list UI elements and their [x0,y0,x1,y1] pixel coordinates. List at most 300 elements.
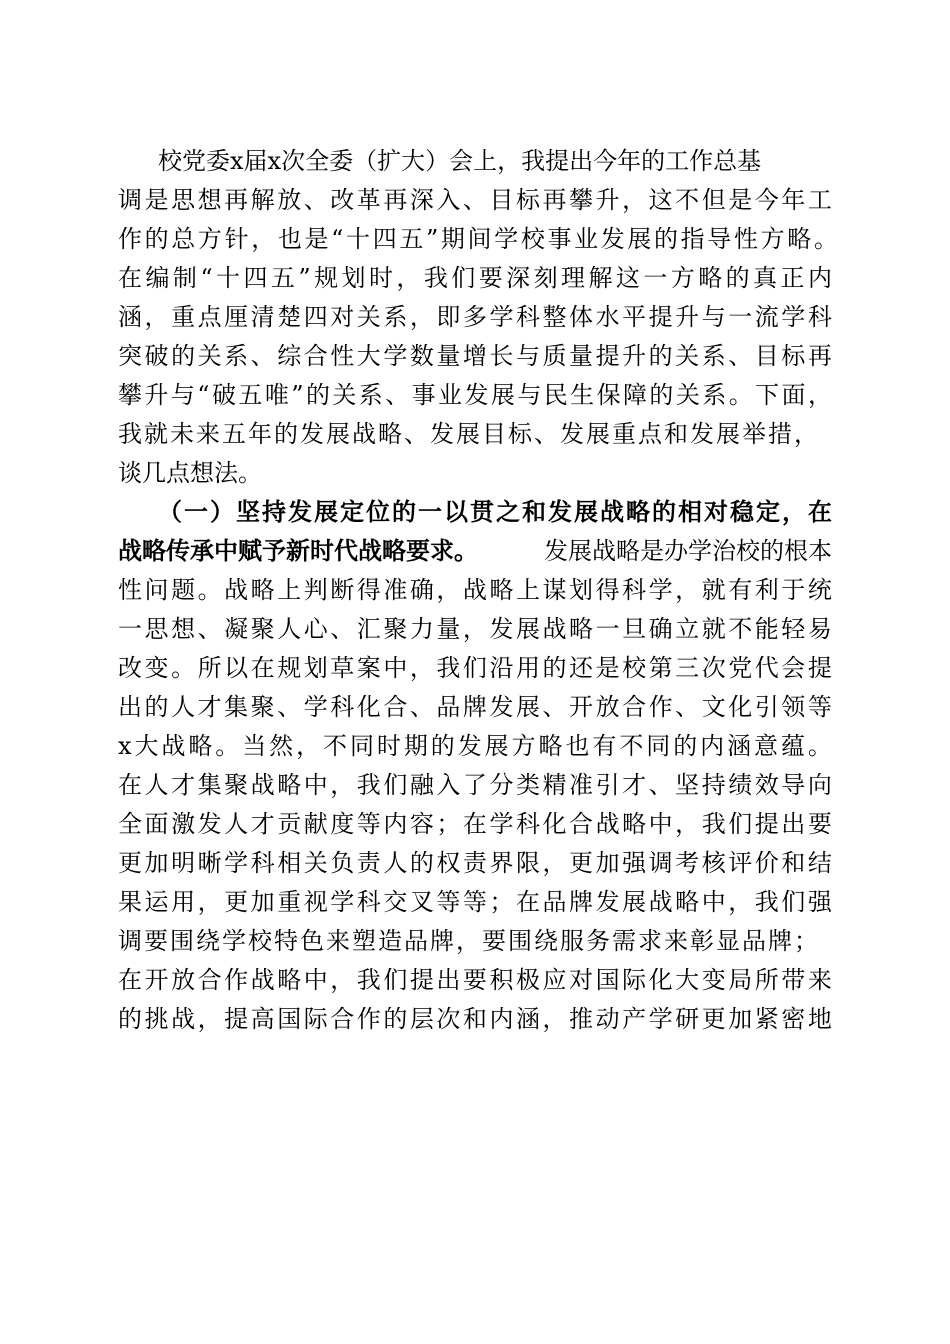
glyph: 发 [600,225,625,253]
glyph: 们 [383,771,408,799]
glyph: “ [331,225,344,253]
glyph: 发 [595,888,620,916]
glyph: 推 [569,1005,594,1033]
glyph: 应 [542,966,567,994]
glyph: 水 [595,303,620,331]
glyph: 加 [595,849,620,877]
glyph: 提 [807,654,832,682]
glyph: 定 [340,497,364,526]
glyph: ， [462,615,487,643]
glyph: ） [210,497,234,526]
glyph: 、 [404,420,428,448]
glyph: 在 [118,264,142,292]
glyph: 升 [675,303,700,331]
glyph: 要 [462,966,487,994]
glyph: 生 [570,381,595,409]
glyph: 我 [356,966,381,994]
glyph: 旦 [622,615,647,643]
glyph: 方 [760,225,785,253]
glyph: （ [158,497,182,526]
glyph: 关 [675,342,700,370]
glyph: 校 [248,927,272,955]
glyph: 之 [496,497,520,526]
glyph: 的 [409,849,434,877]
glyph: 我 [754,888,779,916]
paragraph-line [118,376,832,414]
glyph: 调 [648,849,673,877]
glyph: 目 [482,420,506,448]
glyph: 五 [399,225,424,253]
glyph: 略 [277,771,302,799]
glyph: 放 [277,186,302,214]
glyph: 内 [807,264,832,292]
glyph: 围 [170,927,194,955]
glyph: 民 [543,381,568,409]
glyph: 思 [144,615,169,643]
glyph: 作 [648,693,673,721]
glyph: 升 [595,186,620,214]
glyph: 展 [326,420,350,448]
glyph: 心 [303,615,328,643]
glyph: 们 [781,888,806,916]
glyph: 年 [248,420,272,448]
glyph: 负 [330,849,355,877]
paragraph-line [118,961,832,999]
glyph: 重 [171,303,196,331]
glyph: 坚 [675,771,700,799]
glyph: 入 [436,771,461,799]
glyph: 发 [548,497,572,526]
glyph: 、 [648,771,673,799]
glyph: 位 [366,497,390,526]
glyph: 彰 [690,927,714,955]
glyph: 略 [675,888,700,916]
glyph: 。 [171,654,196,682]
glyph: 科 [250,849,275,877]
glyph: 。 [728,381,753,409]
glyph: 所 [197,654,222,682]
glyph: 展 [586,420,610,448]
glyph: 牌 [430,927,454,955]
glyph: 略 [622,810,647,838]
glyph: 全 [118,810,142,838]
glyph: 展 [490,381,515,409]
glyph: 品 [742,927,766,955]
glyph: 年 [781,186,806,214]
glyph: 制 [172,264,197,292]
glyph: 贯 [470,497,494,526]
glyph: 来 [664,927,688,955]
glyph: 整 [542,303,567,331]
glyph: 的 [649,381,674,409]
glyph: 界 [489,849,514,877]
glyph: 、 [385,381,410,409]
glyph: 变 [701,966,726,994]
glyph: 与 [170,381,195,409]
paragraph-line [118,844,832,882]
glyph: 开 [144,966,169,994]
glyph: 科 [807,303,832,331]
glyph: 更 [701,1005,726,1033]
glyph: 高 [250,1005,275,1033]
glyph: 容 [409,810,434,838]
glyph: 业 [438,381,463,409]
glyph: 期 [403,732,428,760]
glyph: ； [436,810,461,838]
glyph: 牌 [768,927,792,955]
glyph: 引 [595,771,620,799]
glyph: 积 [489,966,514,994]
glyph: 求 [638,927,662,955]
glyph: 紧 [754,1005,779,1033]
section-heading-mixed-line [118,532,832,570]
glyph: 工 [807,186,832,214]
glyph: 等 [807,693,832,721]
glyph: 三 [675,654,700,682]
glyph: 等 [462,888,487,916]
glyph: 增 [462,342,487,370]
glyph: 略 [626,497,650,526]
glyph: 准 [569,771,594,799]
paragraph-line [118,337,832,375]
glyph: 。 [807,732,832,760]
glyph: 立 [675,615,700,643]
glyph: 来 [326,927,350,955]
glyph: 牌 [569,888,594,916]
glyph: 重 [277,888,302,916]
glyph: 划 [341,264,366,292]
glyph: 运 [144,888,169,916]
glyph: 们 [728,810,753,838]
glyph: 向 [807,771,832,799]
glyph: 举 [742,420,766,448]
glyph: 业 [574,225,599,253]
glyph: 塑 [352,927,376,955]
glyph: 考 [675,849,700,877]
glyph: 一 [728,303,753,331]
glyph: 化 [648,966,673,994]
glyph: 密 [781,1005,806,1033]
glyph: 提 [648,303,673,331]
glyph: 的 [144,693,169,721]
glyph: 流 [754,303,779,331]
glyph: 方 [511,732,536,760]
glyph: 化 [542,810,567,838]
glyph: 效 [754,771,779,799]
glyph: 加 [728,1005,753,1033]
glyph: 涵 [727,732,752,760]
glyph: 、 [197,615,222,643]
glyph: 品 [542,888,567,916]
glyph: 局 [728,966,753,994]
glyph: 体 [569,303,594,331]
glyph: ， [409,303,434,331]
glyph: 对 [569,966,594,994]
glyph: 这 [615,264,640,292]
glyph: ， [330,966,355,994]
glyph: 需 [612,927,636,955]
glyph: 显 [716,927,740,955]
glyph: 品 [436,693,461,721]
glyph: 时 [368,264,393,292]
glyph: 合 [383,693,408,721]
glyph: 题 [171,576,196,604]
glyph: 际 [622,966,647,994]
glyph: 调 [118,927,142,955]
glyph: 战 [542,615,567,643]
glyph: 谋 [542,576,567,604]
glyph: 系 [224,342,249,370]
glyph: 和 [522,497,546,526]
glyph: 国 [277,1005,302,1033]
glyph: 合 [330,1005,355,1033]
glyph: 融 [409,771,434,799]
glyph: 案 [356,654,381,682]
glyph: 方 [670,264,695,292]
glyph: 还 [569,654,594,682]
glyph: 蕴 [780,732,805,760]
glyph: 内 [700,732,725,760]
glyph: 们 [451,264,476,292]
glyph: 要 [478,264,503,292]
glyph: 战 [352,420,376,448]
glyph: 和 [462,1005,487,1033]
glyph: 展 [627,225,652,253]
glyph: 思 [171,186,196,214]
glyph: 点 [638,420,662,448]
glyph: 与 [701,303,726,331]
glyph: 产 [622,1005,647,1033]
glyph: 党 [728,654,753,682]
glyph: 略 [188,732,213,760]
glyph: 限 [515,849,540,877]
glyph: 才 [622,771,647,799]
glyph: 价 [754,849,779,877]
glyph: 发 [288,497,312,526]
glyph: 四 [372,225,397,253]
paragraph-line [118,610,832,648]
glyph: 发 [430,420,454,448]
glyph: 在 [118,771,142,799]
glyph: 果 [118,888,142,916]
glyph: 编 [145,264,170,292]
glyph: 与 [517,381,542,409]
glyph: 地 [807,1005,832,1033]
glyph: 就 [701,576,726,604]
glyph: 。 [813,225,838,253]
glyph: 坚 [236,497,260,526]
glyph: 平 [622,303,647,331]
glyph: 科 [622,576,647,604]
glyph: 文 [701,693,726,721]
glyph: 绕 [196,927,220,955]
glyph: 发 [560,420,584,448]
glyph: 晰 [197,849,222,877]
glyph: 性 [733,225,758,253]
paragraph-line [118,649,832,687]
glyph: 学 [494,225,519,253]
glyph: 围 [508,927,532,955]
glyph: 关 [675,381,700,409]
glyph: 我 [701,810,726,838]
glyph: 开 [569,693,594,721]
glyph: 提 [754,810,779,838]
glyph: 断 [330,576,355,604]
glyph: 面 [144,810,169,838]
glyph: 也 [277,225,302,253]
glyph: 绕 [534,927,558,955]
section-heading-tail: 战略传承中赋予新时代战略要求。 [118,536,478,565]
glyph: 与 [515,342,540,370]
glyph: 标 [515,186,540,214]
glyph: 标 [508,420,532,448]
glyph: 大 [356,342,381,370]
glyph: 正 [780,264,805,292]
glyph: 重 [612,420,636,448]
glyph: 今 [754,186,779,214]
glyph: 色 [300,927,324,955]
glyph: 的 [673,732,698,760]
paragraph-line [118,298,832,336]
glyph: 系 [701,342,726,370]
glyph: 关 [356,303,381,331]
glyph: 中 [383,654,408,682]
glyph: 放 [171,966,196,994]
glyph: 要 [144,927,168,955]
glyph: 中 [303,966,328,994]
glyph: 、 [303,186,328,214]
glyph: 内 [383,810,408,838]
glyph: 目 [489,186,514,214]
glyph: 总 [171,225,196,253]
glyph: 化 [356,693,381,721]
glyph: 深 [506,264,531,292]
glyph: 牌 [462,693,487,721]
glyph: 我 [423,264,448,292]
glyph: 引 [754,693,779,721]
glyph: 综 [277,342,302,370]
glyph: 不 [619,732,644,760]
glyph: 略 [489,576,514,604]
glyph: 展 [515,693,540,721]
glyph: 聚 [250,693,275,721]
glyph: 。 [197,576,222,604]
glyph: 提 [595,342,620,370]
glyph: 合 [569,810,594,838]
glyph: 一 [118,615,142,643]
glyph: 战 [161,732,186,760]
glyph: 是 [144,186,169,214]
glyph: 我 [436,654,461,682]
glyph: 学 [489,810,514,838]
glyph: 人 [224,810,249,838]
glyph: 发 [489,615,514,643]
glyph: 目 [754,342,779,370]
glyph: 不 [323,732,348,760]
glyph: ” [291,381,304,409]
glyph: ” [425,225,439,253]
glyph: 略 [787,225,812,253]
glyph: 次 [436,1005,461,1033]
glyph: 要 [482,927,506,955]
glyph: ， [396,264,421,292]
paragraph-line [118,805,832,843]
glyph: 强 [807,888,832,916]
glyph: x [118,732,132,760]
glyph: 得 [595,576,620,604]
glyph: 才 [171,771,196,799]
glyph: 品 [404,927,428,955]
glyph: 障 [623,381,647,409]
glyph: 力 [409,615,434,643]
glyph: 再 [542,186,567,214]
glyph: 加 [144,849,169,877]
glyph: 的 [383,1005,408,1033]
glyph: 会 [781,654,806,682]
glyph: ， [542,849,567,877]
glyph: 再 [383,186,408,214]
glyph: 多 [462,303,487,331]
glyph: 汇 [356,615,381,643]
glyph: 用 [515,654,540,682]
glyph: 展 [314,497,338,526]
glyph: 的 [171,342,196,370]
glyph: 同 [349,732,374,760]
glyph: 针 [224,225,249,253]
glyph: 服 [560,927,584,955]
glyph: 不 [675,186,700,214]
glyph: 领 [781,693,806,721]
glyph: 激 [171,810,196,838]
glyph: 出 [118,693,142,721]
glyph: 作 [356,1005,381,1033]
glyph: 科 [515,303,540,331]
glyph: 更 [224,888,249,916]
glyph: 来 [196,420,220,448]
glyph: ， [436,576,461,604]
glyph: 学 [330,888,355,916]
glyph: 一 [595,615,620,643]
glyph: 代 [754,654,779,682]
glyph: 人 [144,771,169,799]
glyph: 破 [211,381,236,409]
glyph: 分 [489,771,514,799]
glyph: 战 [250,966,275,994]
glyph: 真 [753,264,778,292]
glyph: 的 [430,732,455,760]
glyph: 责 [462,849,487,877]
glyph: 学 [303,693,328,721]
glyph: 一 [643,264,668,292]
glyph: 是 [595,654,620,682]
glyph: 的 [118,1005,142,1033]
glyph: 涵 [515,1005,540,1033]
glyph: 也 [565,732,590,760]
glyph: ， [409,654,434,682]
glyph: 科 [515,810,540,838]
glyph: 来 [807,966,832,994]
glyph: 科 [330,693,355,721]
glyph: 这 [648,186,673,214]
glyph: 校 [520,225,545,253]
glyph: 厘 [224,303,249,331]
glyph: 草 [330,654,355,682]
paragraph-line: 校党委x届x次全委（扩大）会上，我提出今年的工作总基 [158,147,762,175]
glyph: 四 [303,303,328,331]
glyph: 相 [678,497,702,526]
glyph: 所 [754,966,779,994]
glyph: 我 [118,420,142,448]
